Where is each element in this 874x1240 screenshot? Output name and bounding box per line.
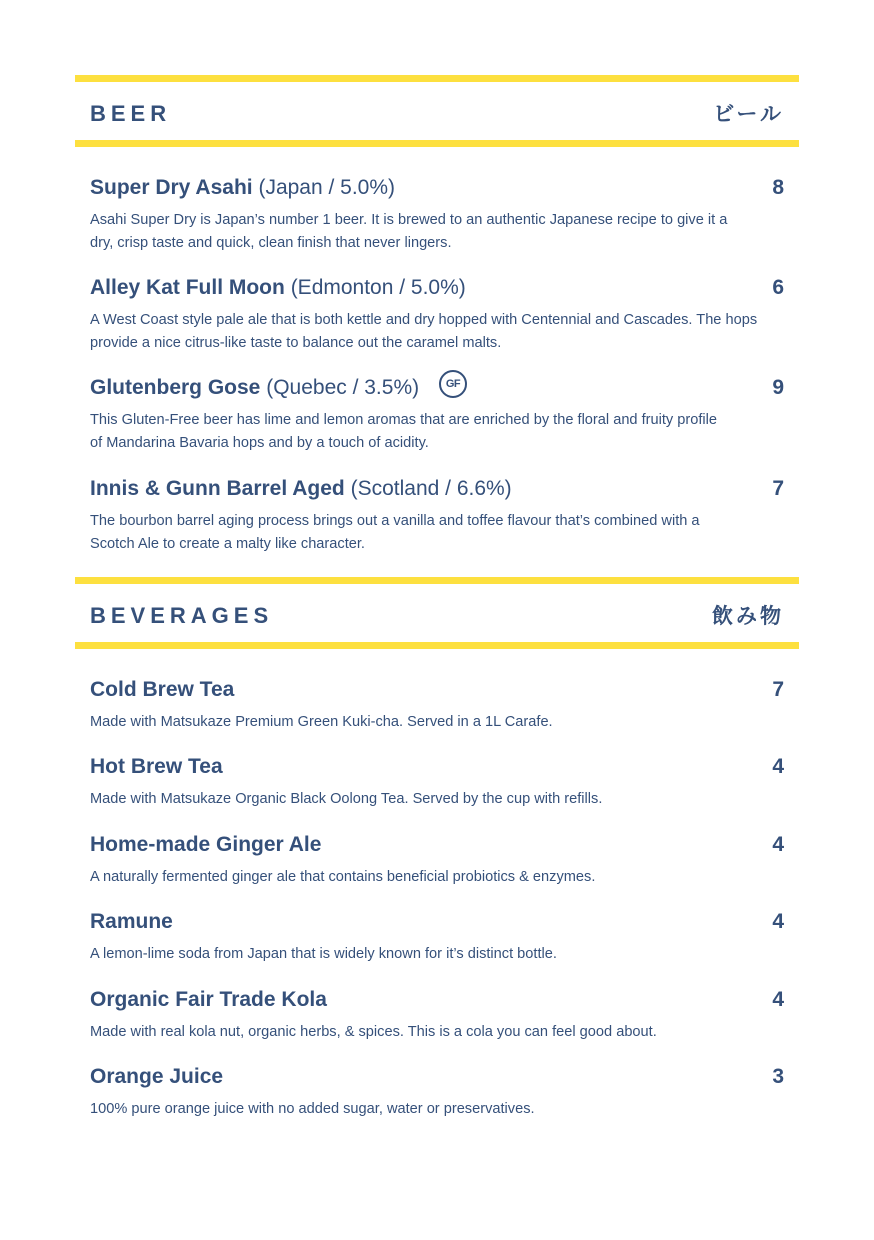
menu-item-price: 6 (772, 276, 784, 299)
menu-item-description: Made with real kola nut, organic herbs, & spices. This is a cola you can feel good about. (90, 1024, 657, 1040)
menu-item-name: Orange Juice (90, 1065, 224, 1088)
menu-item-heading (90, 275, 784, 301)
menu-item-name: Hot Brew Tea (90, 755, 223, 778)
menu-item-name: Super Dry Asahi (90, 176, 253, 199)
menu-item-origin: (Japan / 5.0%) (258, 176, 396, 199)
beverages-section-header (75, 577, 799, 649)
menu-item-heading (90, 987, 784, 1013)
menu-item-origin: (Edmonton / 5.0%) (290, 276, 466, 299)
menu-item-name: Ramune (90, 910, 173, 933)
menu-item-heading (90, 754, 784, 780)
section-title: BEER (90, 101, 172, 126)
menu-item (90, 476, 784, 555)
menu-item-price: 4 (772, 910, 784, 933)
menu-item-description: A lemon-lime soda from Japan that is widely known for it’s distinct bottle. (90, 946, 557, 962)
menu-item-origin: (Quebec / 3.5%) (266, 376, 420, 399)
menu-item-price: 7 (772, 678, 784, 701)
menu-item (90, 275, 784, 354)
menu-item-price: 4 (772, 988, 784, 1011)
menu-item (90, 909, 784, 966)
section-title-japanese: ビール (713, 102, 784, 126)
menu-item-price: 4 (772, 755, 784, 778)
menu-item-heading (90, 677, 784, 703)
menu-item-heading (90, 375, 784, 401)
menu-item-heading (90, 476, 784, 502)
menu-item (90, 677, 784, 734)
beer-section-header (75, 75, 799, 147)
menu-item-price: 8 (772, 176, 784, 199)
menu-item-description: A West Coast style pale ale that is both kettle and dry hopped with Centennial and Cascades. The hops provide a nice citrus-like taste to balance out the caramel malts. (90, 312, 758, 351)
menu-item-heading (90, 832, 784, 858)
beer-section (75, 75, 799, 147)
menu-item-description: A naturally fermented ginger ale that contains beneficial probiotics & enzymes. (90, 869, 596, 885)
menu-item-description: Made with Matsukaze Premium Green Kuki-cha. Served in a 1L Carafe. (90, 714, 553, 730)
menu-item-description: This Gluten-Free beer has lime and lemon aromas that are enriched by the floral and fruity profile of Mandarina Bavaria hops and by a touch of acidity. (90, 412, 718, 451)
menu-item-heading (90, 909, 784, 935)
menu-item-heading (90, 175, 784, 201)
menu-item (90, 987, 784, 1044)
section-title: BEVERAGES (90, 603, 274, 628)
menu-item (90, 175, 784, 254)
menu-item-description: The bourbon barrel aging process brings out a vanilla and toffee flavour that’s combined with a Scotch Ale to create a malty like character. (90, 513, 700, 552)
menu-item (90, 375, 784, 454)
menu-item-name: Cold Brew Tea (90, 678, 235, 701)
section-title-japanese: 飲み物 (712, 604, 784, 628)
menu-item-origin: (Scotland / 6.6%) (350, 477, 512, 500)
menu-item (90, 832, 784, 889)
menu-item-name: Organic Fair Trade Kola (90, 988, 327, 1011)
beverages-section (75, 577, 799, 649)
menu-item-name: Glutenberg Gose (90, 376, 261, 399)
gluten-free-icon: GF (439, 370, 467, 398)
menu-item-price: 4 (772, 833, 784, 856)
menu-item (90, 754, 784, 811)
menu-item-price: 7 (772, 477, 784, 500)
menu-item-price: 9 (772, 376, 784, 399)
menu-item-heading (90, 1064, 784, 1090)
menu-item-description: Made with Matsukaze Organic Black Oolong Tea. Served by the cup with refills. (90, 791, 603, 807)
menu-item-description: 100% pure orange juice with no added sugar, water or preservatives. (90, 1101, 535, 1117)
menu-item-price: 3 (772, 1065, 784, 1088)
menu-item-description: Asahi Super Dry is Japan’s number 1 beer. It is brewed to an authentic Japanese recipe to give it a dry, crisp taste and quick, clean finish that never lingers. (90, 212, 728, 251)
menu-item (90, 1064, 784, 1121)
menu-item-name: Home-made Ginger Ale (90, 833, 322, 856)
menu-item-name: Alley Kat Full Moon (90, 276, 285, 299)
menu-item-name: Innis & Gunn Barrel Aged (90, 477, 345, 500)
